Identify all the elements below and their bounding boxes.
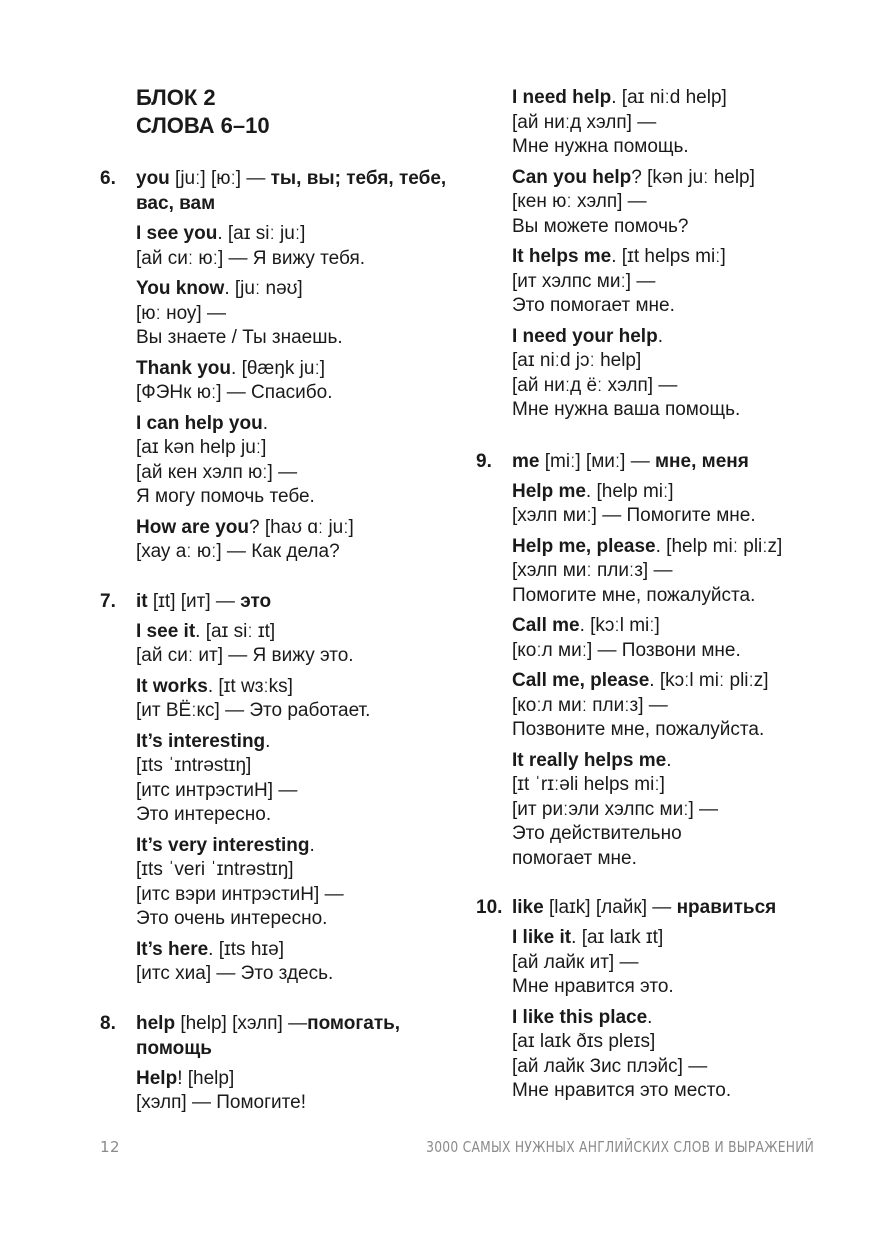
right-column (476, 80, 856, 1104)
example (512, 749, 856, 872)
example-line: [хэлп миː плиːз] — (512, 560, 673, 581)
entry-head (100, 166, 460, 216)
example-phrase: It’s interesting (136, 730, 266, 752)
example-punct: . (657, 325, 663, 347)
example-punct: . (611, 246, 617, 267)
entry-word: it (136, 590, 148, 612)
entry-word: like (512, 897, 544, 918)
word-entry (100, 166, 460, 565)
example-ipa-inline: [ɪt helps miː] (616, 246, 726, 267)
example-line: помогает мне. (512, 847, 637, 869)
example-ipa-inline: [ɪts hɪə] (213, 938, 285, 960)
example-line: [ит хэлпс миː] — (512, 270, 656, 292)
example-ipa-inline: [kɔːl miː] (584, 615, 660, 636)
example-punct: . (585, 480, 592, 502)
left-entries (100, 166, 460, 1116)
example-line: [ɪts ˈveri ˈɪntrəstɪŋ] (136, 859, 294, 880)
example-line: Это действительно (512, 823, 682, 844)
entry-word: help (136, 1012, 176, 1034)
example-line: [итс хиа] — Это здесь. (136, 963, 334, 984)
example-phrase: It really helps me (512, 749, 667, 771)
example-line: [ɪts ˈɪntrəstɪŋ] (136, 755, 252, 776)
example-line: Мне нравится это. (512, 976, 674, 997)
example-phrase: Thank you (136, 357, 232, 379)
example-phrase: It helps me (512, 246, 612, 267)
example-title (512, 926, 856, 951)
running-title: 3000 САМЫХ НУЖНЫХ АНГЛИЙСКИХ СЛОВ И ВЫРАЖЕНИЙ (426, 1138, 814, 1156)
example-punct: . (208, 938, 214, 960)
example-punct: . (611, 87, 617, 108)
example (512, 1006, 856, 1104)
example-phrase: Call me, please (512, 670, 650, 691)
entry-head (476, 895, 856, 920)
example-line: Позвоните мне, пожалуйста. (512, 719, 765, 740)
example (136, 222, 460, 271)
example-phrase: It’s here (136, 938, 209, 960)
example-line: [ФЭНк юː] — Спасибо. (136, 382, 333, 403)
example-line: Вы знаете / Ты знаешь. (136, 327, 343, 348)
left-column (100, 80, 460, 1116)
example-punct: . (649, 670, 655, 691)
example-title (136, 938, 460, 963)
entry-ipa: [juː] [юː] — (169, 168, 271, 189)
example-line: Вы можете помочь? (512, 215, 689, 237)
example-ipa-inline: [θæŋk juː] (236, 357, 326, 379)
example-ipa-inline: [help miː] (591, 480, 674, 502)
entry-head (100, 1011, 460, 1061)
example-phrase: I like this place (512, 1006, 648, 1028)
example-punct: . (207, 675, 214, 697)
entry-number: 9. (476, 450, 492, 472)
example-line: Это очень интересно. (136, 908, 328, 929)
entry-number: 7. (100, 590, 116, 612)
example-punct: . (666, 749, 672, 771)
example-line: [aɪ niːd jɔː help] (512, 350, 642, 371)
example-line: Мне нужна ваша помощь. (512, 399, 741, 420)
example-title (136, 222, 460, 247)
example-phrase: I see you (136, 223, 218, 244)
example-punct: . (265, 730, 271, 752)
example-line: [ɪt ˈrɪːəli helps miː] (512, 774, 665, 795)
example-punct: . (571, 927, 577, 948)
example-line: [aɪ laɪk ðɪs pleɪs] (512, 1031, 656, 1052)
entry-word: you (136, 168, 170, 189)
right-entries (476, 449, 856, 1104)
example (512, 86, 856, 160)
example (136, 834, 460, 932)
example-line: [коːл миː плиːз] — (512, 694, 668, 716)
example-line: [ай лайк Зис плэйс] — (512, 1055, 708, 1077)
example-phrase: I need help (512, 87, 612, 108)
example-title (136, 1067, 460, 1092)
entry-translation: помогать, помощь (136, 1012, 401, 1059)
example-line: [ай кен хэлп юː] — (136, 461, 298, 483)
example-line: [кен юː хэлп] — (512, 191, 647, 212)
example (512, 535, 856, 609)
example-title (512, 86, 856, 111)
example-line: [ай сиː юː] — Я вижу тебя. (136, 247, 366, 269)
example-phrase: I see it (136, 620, 196, 642)
example (136, 675, 460, 724)
example-ipa-inline: [aɪ laɪk ɪt] (576, 927, 664, 948)
example-phrase: How are you (136, 516, 249, 538)
block-title-line1: БЛОК 2 (136, 85, 216, 110)
example-phrase: It’s very interesting (136, 834, 310, 856)
example-ipa-inline: [kɔːl miː pliːz] (654, 670, 769, 691)
example-line: [ай ниːд хэлп] — (512, 111, 657, 133)
example-title (136, 675, 460, 700)
example-line: [хэлп миː] — Помогите мне. (512, 505, 756, 526)
example-title (512, 669, 856, 694)
example-phrase: I need your help (512, 325, 658, 347)
entry-head (476, 449, 856, 474)
example (136, 516, 460, 565)
entry-ipa: [laɪk] [лайк] — (543, 897, 677, 918)
entry-number: 10. (476, 897, 503, 918)
example-phrase: Can you help (512, 166, 632, 188)
page-number: 12 (100, 1138, 121, 1156)
entry-ipa: [help] [хэлп] — (175, 1012, 308, 1034)
example-title (512, 1006, 856, 1031)
example-phrase: Help (136, 1067, 178, 1089)
example-ipa-inline: [aɪ niːd help] (616, 87, 727, 108)
example-line: [ай сиː ит] — Я вижу это. (136, 645, 354, 666)
example-title (512, 166, 856, 191)
example-title (136, 357, 460, 382)
example (512, 325, 856, 423)
example-title (136, 620, 460, 645)
entry-ipa: [ɪt] [ит] — (147, 590, 241, 612)
word-entry (476, 895, 856, 1104)
example-title (136, 516, 460, 541)
example-phrase: It works (136, 675, 208, 697)
example-ipa-inline: [aɪ siː ɪt] (200, 620, 276, 642)
entry-word: me (512, 450, 540, 472)
example-line: [ит ВЁːкс] — Это работает. (136, 700, 371, 721)
example-ipa-inline: [kən juː help] (641, 166, 755, 188)
example-punct: . (655, 535, 661, 557)
example (512, 166, 856, 240)
example-line: [aɪ kən help juː] (136, 437, 267, 458)
example-title (136, 730, 460, 755)
example (512, 480, 856, 529)
example (136, 938, 460, 987)
example (136, 357, 460, 406)
example-line: [коːл миː] — Позвони мне. (512, 639, 741, 661)
block-title-line2: СЛОВА 6–10 (136, 113, 270, 138)
block-title (136, 84, 460, 140)
entry-ipa: [miː] [миː] — (539, 450, 655, 472)
example-line: [ай ниːд ёː хэлп] — (512, 374, 678, 396)
example-line: Мне нравится это место. (512, 1080, 732, 1101)
example-phrase: You know (136, 278, 225, 299)
example-line: [итс интрэстиН] — (136, 779, 298, 801)
example (136, 730, 460, 828)
word-entry (476, 449, 856, 872)
example-ipa-inline: [haʊ ɑː juː] (259, 516, 354, 538)
example-phrase: Help me, please (512, 535, 656, 557)
example-phrase: Help me (512, 480, 586, 502)
example-punct: . (647, 1006, 653, 1028)
example-line: [ай лайк ит] — (512, 951, 639, 973)
entry-translation: мне, меня (654, 450, 749, 472)
example-line: [хау аː юː] — Как дела? (136, 541, 340, 562)
entry-number: 6. (100, 168, 116, 189)
example-punct: . (224, 278, 230, 299)
example-punct: . (309, 834, 315, 856)
example (136, 412, 460, 510)
example-punct: . (262, 412, 268, 434)
example-line: Мне нужна помощь. (512, 136, 689, 157)
example-ipa-inline: [help miː pliːz] (660, 535, 783, 557)
word-entry (100, 589, 460, 987)
example-title (512, 749, 856, 774)
example-punct: . (579, 615, 585, 636)
entry-translation: нравиться (676, 897, 777, 918)
example-ipa-inline: [ɪt wɜːks] (213, 675, 293, 697)
example-phrase: I like it (512, 927, 572, 948)
example-line: Это интересно. (136, 804, 272, 825)
example-line: [ит риːэли хэлпс миː] — (512, 798, 719, 820)
example-line: [юː ноу] — (136, 302, 226, 324)
example-line: [хэлп] — Помогите! (136, 1092, 306, 1113)
example-line: [итс вэри интрэстиН] — (136, 883, 344, 905)
example-title (136, 277, 460, 302)
example (512, 926, 856, 1000)
example (136, 1067, 460, 1116)
example-title (512, 614, 856, 639)
example-punct: ? (631, 166, 642, 188)
example-title (512, 535, 856, 560)
example-title (512, 245, 856, 270)
entry-head (100, 589, 460, 614)
example (512, 245, 856, 319)
example-title (136, 412, 460, 437)
example-ipa-inline: [aɪ siː juː] (222, 223, 306, 244)
entry-number: 8. (100, 1012, 116, 1034)
example-punct: . (195, 620, 201, 642)
entry-translation: ты, вы; тебя, тебе, вас, вам (136, 168, 447, 214)
example (512, 669, 856, 743)
entry-translation: это (240, 590, 272, 612)
right-continuation (476, 86, 856, 423)
example (136, 277, 460, 351)
example-title (136, 834, 460, 859)
example-ipa-inline: [help] (182, 1067, 235, 1089)
example-ipa-inline: [juː nəʊ] (229, 278, 303, 299)
example-phrase: I can help you (136, 412, 263, 434)
example-line: Помогите мне, пожалуйста. (512, 584, 756, 606)
example-punct: ? (248, 516, 260, 538)
example (136, 620, 460, 669)
word-entry (100, 1011, 460, 1116)
example (512, 614, 856, 663)
example-phrase: Call me (512, 615, 580, 636)
example-title (512, 325, 856, 350)
example-line: Я могу помочь тебе. (136, 486, 315, 507)
example-title (512, 480, 856, 505)
example-punct: ! (177, 1067, 183, 1089)
example-punct: . (217, 223, 223, 244)
example-line: Это помогает мне. (512, 295, 675, 316)
example-punct: . (231, 357, 237, 379)
